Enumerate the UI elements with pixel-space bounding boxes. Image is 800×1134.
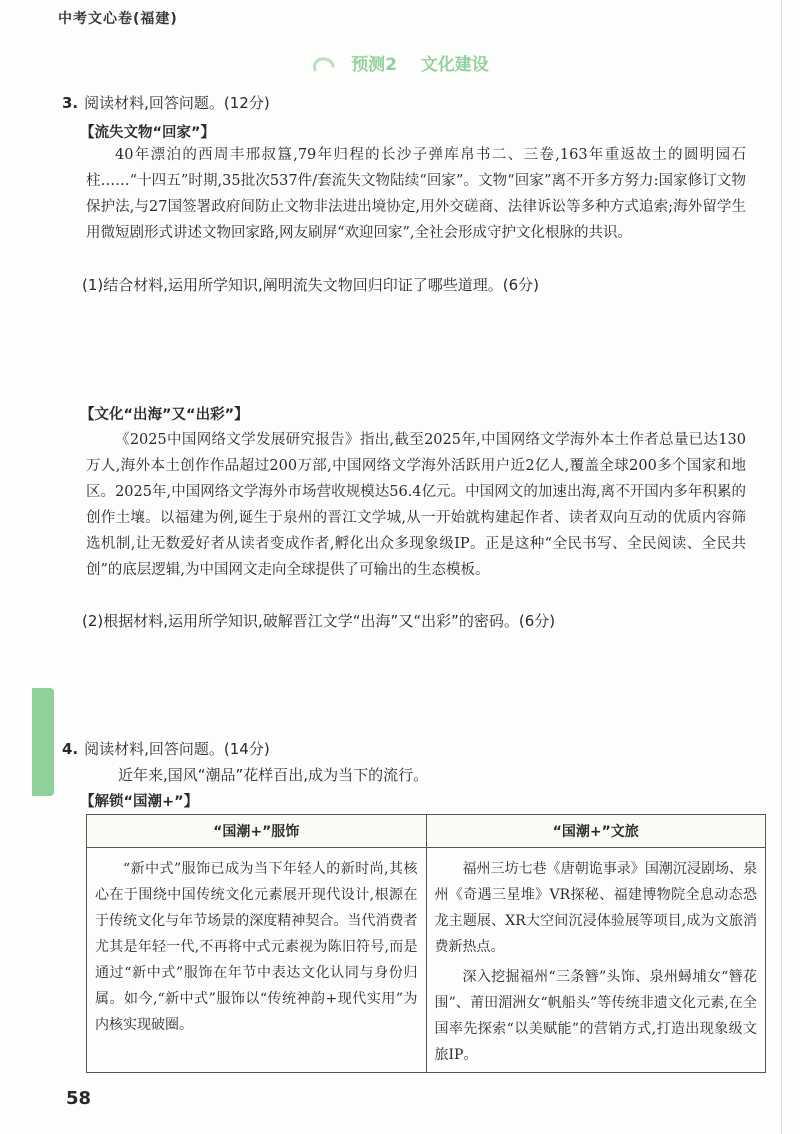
material-text: 《2025中国网络文学发展研究报告》指出,截至2025年,中国网络文学海外本土作者总量已达130万人,海外本土创作作品超过200万部,中国网络文学海外活跃用户近2亿人,覆盖全球200多个国家和地区。2025年,中国网络文学海外市场营收规模达56.4亿元。中国网文的加速出海,离不开国内多年积累的创作土壤。以福建为例,诞生于泉州的晋江文学城,从一开始就构建起作者、读者双向互动的优质内容筛选机制,让无数爱好者从读者变成作者,孵化出众多现象级IP。正是这种“全民书写、全民阅读、全民共创”的底层逻辑,为中国网文走向全球提供了可输出的生态模板。: [86, 432, 746, 578]
question-number: 3.: [62, 94, 79, 112]
section-swirl-icon: [311, 56, 337, 74]
cell-text: 福州三坊七巷《唐朝诡事录》国潮沉浸剧场、泉州《奇遇三星堆》VR探秘、福建博物院全息动态恐龙主题展、XR大空间沉浸体验展等项目,成为文旅消费新热点。: [434, 861, 757, 955]
material-table: [86, 814, 766, 1073]
table-header-apparel: “国潮+”服饰: [87, 815, 427, 848]
material-text: 40年漂泊的西周丰邢叔簋,79年归程的长沙子弹库帛书二、三卷,163年重返故土的圆明园石柱……“十四五”时期,35批次537件/套流失文物陆续“回家”。文物“回家”离不开多方努力:国家修订文物保护法,与27国签署政府间防止文物非法进出境协定,用外交磋商、法律诉讼等多种方式追索;海外留学生用微短剧形式讲述文物回家路,网友刷屏“欢迎回家”,全社会形成守护文化根脉的共识。: [86, 147, 746, 241]
sub-question-2: (2)根据材料,运用所学知识,破解晋江文学“出海”又“出彩”的密码。(6分): [82, 612, 556, 630]
section-heading: [0, 50, 800, 75]
material-heading: 【文化“出海”又“出彩”】: [80, 407, 249, 423]
side-tab: [32, 688, 54, 796]
table-header-tourism: “国潮+”文旅: [426, 815, 766, 848]
question-prompt: 阅读材料,回答问题。(12分): [84, 94, 270, 112]
material-heading: 【流失文物“回家”】: [80, 125, 216, 141]
cell-text: “新中式”服饰已成为当下年轻人的新时尚,其核心在于围绕中国传统文化元素展开现代设计,根源在于传统文化与年节场景的深度精神契合。当代消费者尤其是年轻一代,不再将中式元素视为陈旧符号,而是通过“新中式”服饰在年节中表达文化认同与身份归属。如今,“新中式”服饰以“传统神韵+现代实用”为内核实现破圈。: [95, 861, 418, 1033]
question-4: [62, 736, 270, 762]
section-label: 预测2: [351, 55, 398, 75]
question-prompt: 阅读材料,回答问题。(14分): [84, 740, 270, 758]
cell-text: 深入挖掘福州“三条簪”头饰、泉州蟳埔女“簪花围”、莆田湄洲女“帆船头”等传统非遗文化元素,在全国率先探索“以美赋能”的营销方式,打造出现象级文旅IP。: [434, 969, 757, 1063]
question-number: 4.: [62, 740, 79, 758]
page-edge: [781, 0, 782, 1134]
section-title: 文化建设: [420, 55, 489, 75]
page-number: 58: [66, 1088, 92, 1109]
table-cell-tourism: [426, 848, 766, 1073]
table-cell-apparel: [87, 848, 427, 1073]
question-3: [62, 90, 270, 116]
material-heading: 【解锁“国潮+”】: [80, 794, 199, 810]
question-intro: 近年来,国风“潮品”花样百出,成为当下的流行。: [118, 766, 429, 784]
book-title: 中考文心卷(福建): [58, 11, 178, 27]
sub-question-1: (1)结合材料,运用所学知识,阐明流失文物回归印证了哪些道理。(6分): [82, 276, 540, 294]
